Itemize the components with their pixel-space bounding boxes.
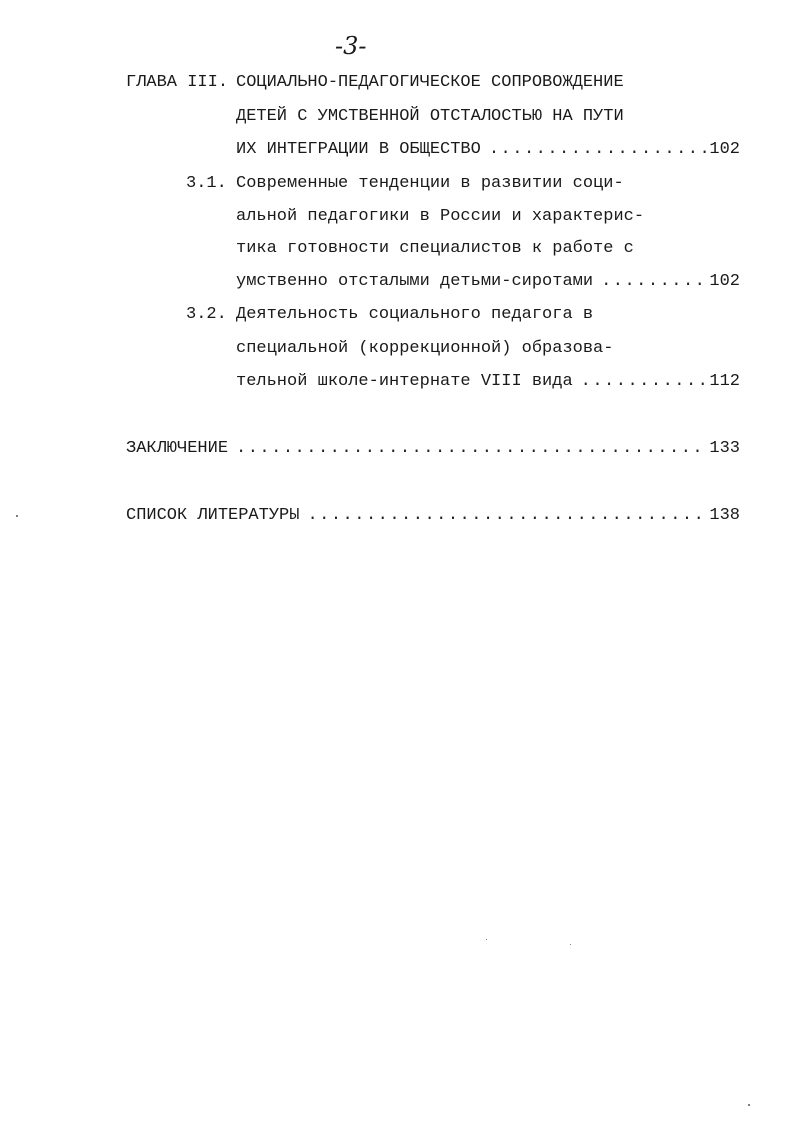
page-number: -3- <box>335 32 367 60</box>
section-3-2-line-2: специальной (коррекционной) образова- <box>236 339 614 358</box>
bibliography-entry <box>126 499 740 533</box>
conclusion-label: ЗАКЛЮЧЕНИЕ <box>126 439 229 458</box>
chapter-title-line-2: ДЕТЕЙ С УМСТВЕННОЙ ОТСТАЛОСТЬЮ НА ПУТИ <box>236 107 624 126</box>
leader-dots <box>581 365 708 399</box>
conclusion-entry <box>126 432 740 466</box>
chapter-title-line-3: ИХ ИНТЕГРАЦИИ В ОБЩЕСТВО <box>236 140 481 159</box>
scan-speck <box>486 939 487 940</box>
section-3-1-line-2: альной педагогики в России и характерис- <box>236 207 645 226</box>
bibliography-label: СПИСОК ЛИТЕРАТУРЫ <box>126 506 300 525</box>
section-3-2-line-1: Деятельность социального педагога в <box>236 305 594 324</box>
leader-dots <box>307 499 707 533</box>
chapter-page-number: 102 <box>709 140 740 159</box>
section-3-2-number: 3.2. <box>186 305 227 324</box>
section-3-2-page-number: 112 <box>709 372 740 391</box>
scan-speck <box>16 515 18 517</box>
bibliography-page-number: 138 <box>709 506 740 525</box>
section-3-2-line-3: тельной школе-интернате VIII вида <box>236 372 573 391</box>
section-3-1-page-number: 102 <box>709 272 740 291</box>
scan-speck <box>570 944 571 945</box>
section-3-1-line-1: Современные тенденции в развитии соци- <box>236 174 624 193</box>
leader-dots <box>489 133 708 167</box>
chapter-label: ГЛАВА III. <box>126 73 229 92</box>
scan-speck <box>748 1104 750 1106</box>
leader-dots <box>601 265 707 299</box>
leader-dots <box>236 432 707 466</box>
section-3-1-line-3: тика готовности специалистов к работе с <box>236 239 634 258</box>
chapter-title-line-1: СОЦИАЛЬНО-ПЕДАГОГИЧЕСКОЕ СОПРОВОЖДЕНИЕ <box>236 73 624 92</box>
conclusion-page-number: 133 <box>709 439 740 458</box>
section-3-1-entry-end <box>236 265 740 299</box>
section-3-1-number: 3.1. <box>186 174 227 193</box>
chapter-title-line-3-entry <box>236 133 740 167</box>
section-3-2-entry-end <box>236 365 740 399</box>
section-3-1-line-4: умственно отсталыми детьми-сиротами <box>236 272 594 291</box>
